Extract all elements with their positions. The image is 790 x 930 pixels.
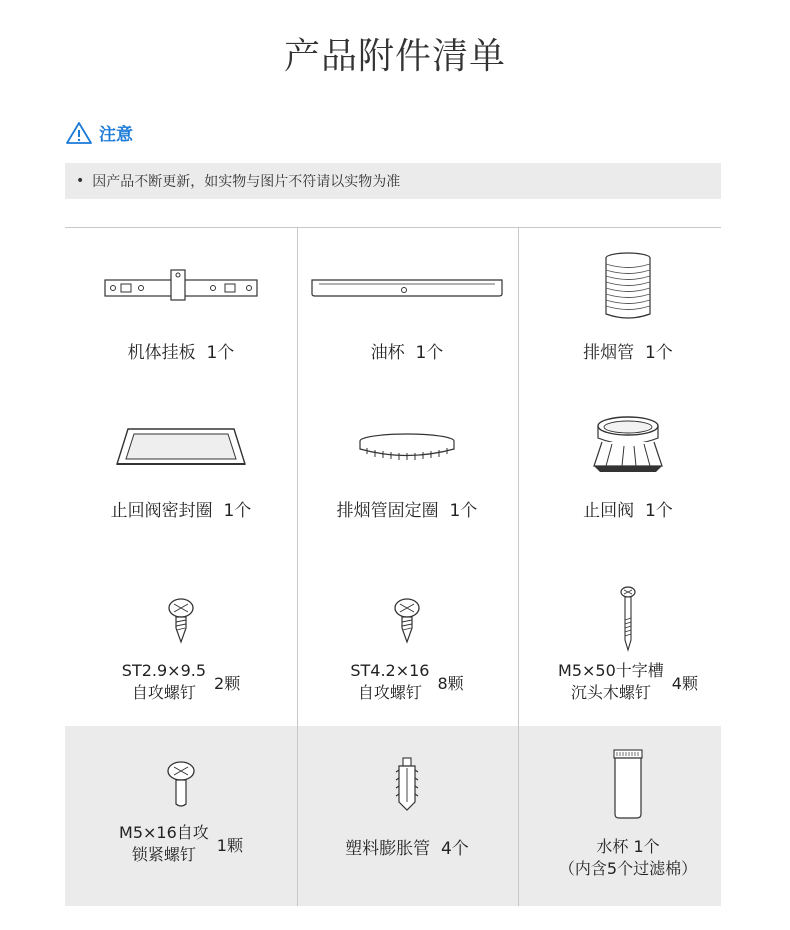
warning-icon	[65, 121, 93, 145]
item-caption: 排烟管 1个	[583, 343, 673, 363]
item-caption: M5×50十字槽 沉头木螺钉 4颗	[558, 661, 698, 702]
oil-cup-icon	[297, 276, 517, 300]
check-valve-seal-icon	[71, 426, 291, 468]
item-caption: ST4.2×16 自攻螺钉 8颗	[350, 661, 464, 702]
screw-icon	[71, 598, 291, 644]
notice-label: 注意	[99, 125, 133, 145]
notice-text: 因产品不断更新，如实物与图片不符请以实物为准	[92, 174, 401, 190]
item-caption: 塑料膨胀管 4个	[345, 839, 469, 859]
expansion-anchor-icon	[297, 756, 517, 812]
item-caption: M5×16自攻 锁紧螺钉 1颗	[119, 823, 243, 864]
pipe-fixing-ring-icon	[297, 432, 517, 462]
item-caption: 止回阀密封圈 1个	[110, 501, 252, 521]
locking-screw-icon	[71, 760, 291, 808]
item-caption: 油杯 1个	[370, 343, 444, 363]
item-caption: 排烟管固定圈 1个	[336, 501, 478, 521]
wood-screw-icon	[518, 586, 738, 652]
item-caption: 水杯 1个 （内含5个过滤棉）	[558, 837, 698, 878]
accessory-grid	[65, 227, 721, 906]
item-caption: ST2.9×9.5 自攻螺钉 2颗	[121, 661, 241, 702]
check-valve-icon	[518, 414, 738, 476]
notice-bar	[65, 163, 721, 199]
water-cup-icon	[518, 748, 738, 820]
page-title: 产品附件清单	[283, 36, 506, 77]
screw-icon	[297, 598, 517, 644]
mounting-plate-icon	[71, 266, 291, 306]
item-caption: 机体挂板 1个	[127, 343, 235, 363]
item-caption: 止回阀 1个	[583, 501, 673, 521]
bullet: •	[76, 173, 85, 189]
exhaust-pipe-icon	[518, 252, 738, 322]
notice-heading	[65, 120, 133, 145]
